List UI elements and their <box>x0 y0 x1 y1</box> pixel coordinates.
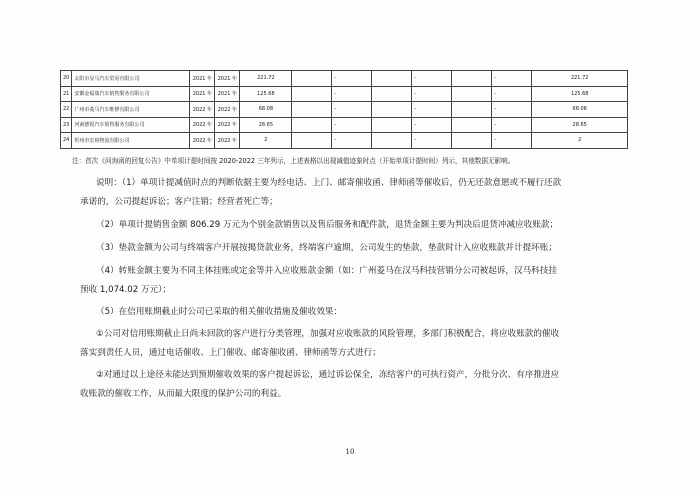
amount-cell: 28.65 <box>240 117 292 133</box>
dash-cell: - <box>332 86 372 102</box>
total-cell: 2 <box>532 133 628 149</box>
receivables-table <box>60 70 628 149</box>
start-year-cell: 2022 年 <box>190 102 215 118</box>
empty-cell <box>372 71 412 87</box>
empty-cell <box>372 102 412 118</box>
table-row <box>61 117 628 133</box>
row-number-cell: 21 <box>61 86 72 102</box>
total-cell: 221.72 <box>532 71 628 87</box>
dash-cell: - <box>492 71 532 87</box>
empty-cell <box>452 102 492 118</box>
dash-cell: - <box>412 133 452 149</box>
paragraph-explanation-4-cont: 预收 1,074.02 万元）； <box>80 285 171 295</box>
paragraph-measure-2-cont: 收账款的催收工作，从而最大限度的保护公司的利益。 <box>80 389 287 399</box>
empty-cell <box>452 133 492 149</box>
amount-cell: 2 <box>240 133 292 149</box>
start-year-cell: 2021 年 <box>190 86 215 102</box>
company-name-cell: 安徽金福康汽车销售服务有限公司 <box>72 86 190 102</box>
paragraph-explanation-3: （3）垫款金额为公司与终端客户开展按揭贷款业务，终端客户逾期，公司发生的垫款，垫款时计入应收账款并计提坏账； <box>96 243 557 253</box>
total-cell: 68.08 <box>532 102 628 118</box>
company-name-cell: 忻州市宏裕物流有限公司 <box>72 133 190 149</box>
company-name-cell: 太阳市显马汽车贸易有限公司 <box>72 71 190 87</box>
receivables-table-body <box>61 71 628 149</box>
dash-cell: - <box>412 102 452 118</box>
empty-cell <box>292 102 332 118</box>
paragraph-explanation-1-cont: 承诺的，公司提起诉讼；客户注销；经营者死亡等； <box>80 197 278 207</box>
empty-cell <box>292 71 332 87</box>
dash-cell: - <box>412 71 452 87</box>
dash-cell: - <box>332 71 372 87</box>
dash-cell: - <box>332 102 372 118</box>
table-row <box>61 86 628 102</box>
amount-cell: 68.08 <box>240 102 292 118</box>
empty-cell <box>292 86 332 102</box>
total-cell: 125.68 <box>532 86 628 102</box>
dash-cell: - <box>412 86 452 102</box>
empty-cell <box>372 133 412 149</box>
paragraph-explanation-4: （4）转账金额主要为不同主体挂账或定金等并入应收账款金额（如：广州菱马在汉马科技营销分公司被起诉，汉马科技挂 <box>96 266 557 276</box>
row-number-cell: 23 <box>61 117 72 133</box>
dash-cell: - <box>492 133 532 149</box>
start-year-cell: 2021 年 <box>190 71 215 87</box>
table-note: 注：首次《问询函的回复公告》中单项计提时间按 2020-2022 三年列示，上述表格以出现减值迹象时点（开始单项计提时间）列示，其他数据无影响。 <box>72 157 515 165</box>
end-year-cell: 2021 年 <box>215 86 240 102</box>
paragraph-explanation-2: （2）单项计提销售金额 806.29 万元为个别金款销售以及售后服务和配件款，退货金额主要为判决后退货冲减应收账款； <box>96 220 559 230</box>
table-row <box>61 133 628 149</box>
total-cell: 28.65 <box>532 117 628 133</box>
empty-cell <box>452 86 492 102</box>
start-year-cell: 2022 年 <box>190 133 215 149</box>
paragraph-explanation-1: 说明：（1）单项计提减值时点的判断依据主要为经电话、上门、邮寄催收函、律师函等催收后，仍无还款意愿或不履行还款 <box>96 178 562 188</box>
empty-cell <box>372 117 412 133</box>
company-name-cell: 河南德锐汽车销售服务有限公司 <box>72 117 190 133</box>
empty-cell <box>292 117 332 133</box>
dash-cell: - <box>492 102 532 118</box>
dash-cell: - <box>332 133 372 149</box>
amount-cell: 221.72 <box>240 71 292 87</box>
dash-cell: - <box>492 86 532 102</box>
paragraph-measure-1: ①公司对信用账期截止日尚未回款的客户进行分类管理，加强对应收账款的风险管理，多部门积极配合，将应收账款的催收 <box>96 329 560 339</box>
table-row <box>61 71 628 87</box>
empty-cell <box>452 71 492 87</box>
row-number-cell: 24 <box>61 133 72 149</box>
dash-cell: - <box>412 117 452 133</box>
dash-cell: - <box>492 117 532 133</box>
empty-cell <box>292 133 332 149</box>
company-name-cell: 广州市菱马汽车维修有限公司 <box>72 102 190 118</box>
end-year-cell: 2022 年 <box>215 117 240 133</box>
end-year-cell: 2022 年 <box>215 133 240 149</box>
table-row <box>61 102 628 118</box>
row-number-cell: 22 <box>61 102 72 118</box>
amount-cell: 125.68 <box>240 86 292 102</box>
paragraph-measure-1-cont: 落实到责任人员，通过电话催收、上门催收、邮寄催收函、律师函等方式进行； <box>80 348 381 358</box>
dash-cell: - <box>332 117 372 133</box>
row-number-cell: 20 <box>61 71 72 87</box>
paragraph-measure-2: ②对通过以上途径未能达到预期催收效果的客户提起诉讼，通过诉讼保全，冻结客户的可执行资产，分批分次、有序推进应 <box>96 370 560 380</box>
paragraph-explanation-5: （5）在信用账期截止时公司已采取的相关催收措施及催收效果： <box>96 307 343 317</box>
page-number: 10 <box>345 448 355 456</box>
empty-cell <box>372 86 412 102</box>
end-year-cell: 2021 年 <box>215 71 240 87</box>
end-year-cell: 2022 年 <box>215 102 240 118</box>
start-year-cell: 2022 年 <box>190 117 215 133</box>
empty-cell <box>452 117 492 133</box>
